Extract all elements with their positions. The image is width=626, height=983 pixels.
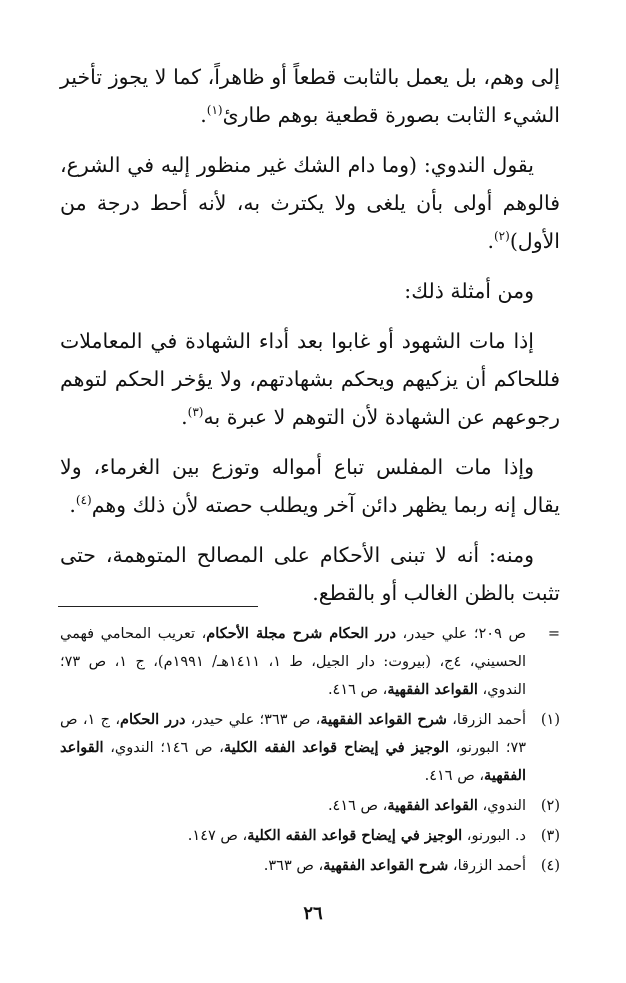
footnote-marker: =: [547, 626, 560, 642]
footnotes: [60, 620, 560, 882]
paragraph-5: [60, 448, 560, 524]
footnote-book-title: شرح القواعد الفقهية: [323, 857, 449, 874]
paragraph-1-end: .: [200, 103, 207, 127]
footnote-4: [60, 852, 560, 880]
paragraph-2-end: .: [487, 229, 494, 253]
footnote-text-part: ، ص ٣٦٣.: [263, 858, 324, 874]
footnote-text-part: ، ص ٤١٦.: [424, 768, 485, 784]
footnote-text-part: ، ج ١، ص ٧٣؛ البورنو،: [60, 712, 527, 756]
footnote-text-part: أحمد الزرقا،: [446, 712, 526, 728]
footnote-continued: [60, 620, 560, 704]
paragraph-4: [60, 322, 560, 436]
paragraph-4-text: إذا مات الشهود أو غابوا بعد أداء الشهادة في المعاملات فللحاكم أن يزكيهم ويحكم بشهادتهم، ولا يؤخر الحكم لتوهم رجوعهم عن الشهادة لأن التوهم لا عبرة به: [60, 329, 560, 429]
paragraph-3: [60, 272, 560, 310]
footnote-marker: (٤): [540, 858, 560, 874]
footnote-ref-1: (١): [206, 103, 223, 118]
paragraph-2: [60, 146, 560, 260]
footnote-2: [60, 792, 560, 820]
footnote-text-part: ، ص ٤١٦.: [327, 682, 388, 698]
paragraph-6-text: ومنه: أنه لا تبنى الأحكام على المصالح المتوهمة، حتى تثبت بالظن الغالب أو بالقطع.: [60, 543, 560, 605]
footnote-text: [60, 822, 526, 850]
main-text: [60, 58, 560, 622]
footnote-text: [60, 706, 526, 790]
footnote-text-part: ، ص ٤١٦.: [327, 798, 388, 814]
footnote-marker: (٢): [540, 798, 560, 814]
footnote-book-title: الوجيز في إيضاح قواعد الفقه الكلية: [223, 739, 449, 756]
footnote-book-title: القواعد الفقهية: [387, 797, 478, 814]
footnote-text-part: أحمد الزرقا،: [448, 858, 526, 874]
footnote-3: [60, 822, 560, 850]
footnote-ref-4: (٤): [75, 493, 92, 508]
paragraph-3-text: ومن أمثلة ذلك:: [404, 279, 534, 303]
footnote-ref-2: (٢): [493, 229, 510, 244]
footnote-marker: (١): [540, 712, 560, 728]
footnote-text-part: د. البورنو،: [462, 828, 526, 844]
footnote-text: [60, 792, 526, 820]
footnote-divider: [58, 606, 258, 607]
footnote-book-title: شرح القواعد الفقهية: [320, 711, 447, 728]
footnote-ref-3: (٣): [187, 405, 204, 420]
footnote-text: [60, 620, 526, 704]
footnote-text-part: ، تعريب المحامي فهمي الحسيني، ٤ج، (بيروت: دار الجيل، ط ١، ١٤١١هـ/ ١٩٩١م)، ج ١، ص ٧٣؛ الندوي،: [60, 626, 526, 698]
footnote-book-title: درر الحكام شرح مجلة الأحكام: [206, 625, 396, 642]
paragraph-1: [60, 58, 560, 134]
footnote-text-part: ، ص ١٤٧.: [187, 828, 248, 844]
page-number: ٢٦: [303, 903, 323, 924]
paragraph-6: [60, 536, 560, 612]
paragraph-2-text: يقول الندوي: (وما دام الشك غير منظور إليه في الشرع، فالوهم أولى بأن يلغى ولا يكترث به، لأنه أحط درجة من الأول): [60, 153, 560, 253]
paragraph-5-text: وإذا مات المفلس تباع أمواله وتوزع بين الغرماء، ولا يقال إنه ربما يظهر دائن آخر ويطلب حصته لأن ذلك وهم: [60, 455, 560, 517]
footnote-text-part: الندوي،: [477, 798, 526, 814]
footnote-book-title: الوجيز في إيضاح قواعد الفقه الكلية: [247, 827, 463, 844]
paragraph-5-end: .: [69, 493, 76, 517]
footnote-book-title: القواعد الفقهية: [387, 681, 478, 698]
footnote-text-part: ، ص ١٤٦؛ الندوي،: [103, 740, 224, 756]
footnote-1: [60, 706, 560, 790]
footnote-text-part: ، ص ٣٦٣؛ علي حيدر،: [185, 712, 321, 728]
footnote-marker: (٣): [540, 828, 560, 844]
paragraph-4-end: .: [181, 405, 188, 429]
footnote-book-title: القواعد الفقهية: [60, 739, 526, 784]
footnote-text: [60, 852, 526, 880]
paragraph-1-text: إلى وهم، بل يعمل بالثابت قطعاً أو ظاهراً، كما لا يجوز تأخير الشيء الثابت بصورة قطعية بوهم طارئ: [60, 65, 560, 127]
footnote-text-part: ص ٢٠٩؛ علي حيدر،: [395, 626, 526, 642]
footnote-book-title: درر الحكام: [120, 711, 186, 728]
